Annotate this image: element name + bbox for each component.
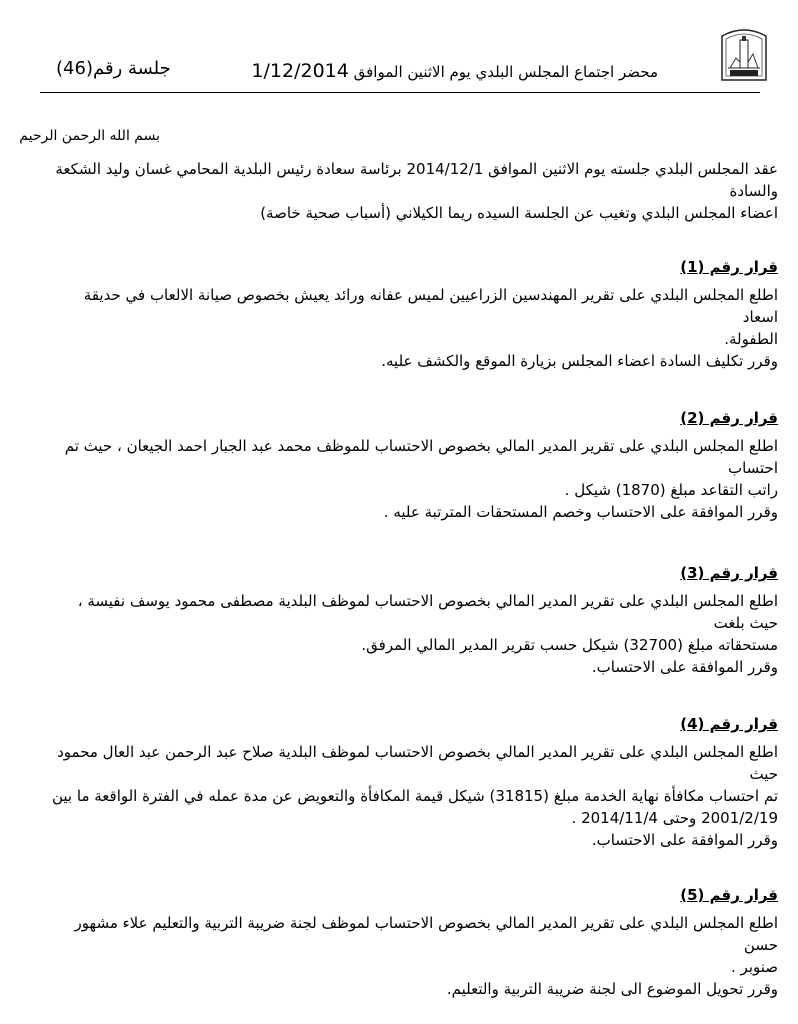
decision-line: مستحقاته مبلغ (32700) شيكل حسب تقرير المدير المالي المرفق.: [361, 636, 778, 654]
decision-line: راتب التقاعد مبلغ (1870) شيكل .: [564, 481, 778, 499]
decision-3: [50, 562, 778, 678]
page-header: [40, 22, 760, 93]
decision-line: اطلع المجلس البلدي على تقرير المدير المالي بخصوص الاحتساب لموظف البلدية مصطفى محمود يوسف نفيسة ، حيث بلغت: [77, 592, 778, 632]
decision-line: تم احتساب مكافأة نهاية الخدمة مبلغ (31815) شيكل قيمة المكافأة والتعويض عن مدة عمله في الفترة الواقعة ما بين: [51, 787, 778, 805]
decision-line: وقرر الموافقة على الاحتساب.: [591, 658, 778, 676]
decision-title: قرار رقم (1): [680, 258, 778, 276]
municipality-seal-icon: [718, 22, 770, 84]
meeting-date: 1/12/2014: [251, 60, 349, 82]
intro-line: اعضاء المجلس البلدي وتغيب عن الجلسة السيده ريما الكيلاني (أسباب صحية خاصة): [260, 204, 778, 222]
decision-line: اطلع المجلس البلدي على تقرير المهندسين الزراعيين لميس عفانه ورائد يعيش بخصوص صيانة الالعاب في حديقة اسعاد: [83, 286, 778, 326]
decision-line: وقرر تحويل الموضوع الى لجنة ضريبة التربية والتعليم.: [446, 980, 778, 998]
decision-2: [50, 407, 778, 523]
decision-4: [50, 713, 778, 851]
decision-line: اطلع المجلس البلدي على تقرير المدير المالي بخصوص الاحتساب للموظف محمد عبد الجبار احمد الجيعان ، حيث تم احتساب: [64, 437, 778, 477]
header-title: محضر اجتماع المجلس البلدي يوم الاثنين الموافق: [353, 63, 658, 81]
decision-title: قرار رقم (5): [680, 886, 778, 904]
decision-title: قرار رقم (4): [680, 715, 778, 733]
decision-line: اطلع المجلس البلدي على تقرير المدير المالي بخصوص الاحتساب لموظف البلدية صلاح عبد الرحمن عبد العال محمود حيث: [57, 743, 778, 783]
header-title-line: [251, 60, 658, 82]
intro-line: عقد المجلس البلدي جلسته يوم الاثنين الموافق 2014/12/1 برئاسة سعادة رئيس البلدية المحامي غسان وليد الشكعة والسادة: [55, 160, 778, 200]
decision-title: قرار رقم (3): [680, 564, 778, 582]
basmala: بسم الله الرحمن الرحيم: [19, 128, 160, 144]
decision-line: الطفولة.: [724, 330, 778, 348]
decision-line: صنوبر .: [731, 958, 778, 976]
decision-line: وقرر الموافقة على الاحتساب وخصم المستحقات المترتبة عليه .: [383, 503, 778, 521]
decision-line: 2001/2/19 وحتى 2014/11/4 .: [571, 809, 778, 827]
municipality-logo: [718, 22, 770, 84]
decision-5: [50, 884, 778, 1000]
decision-1: [50, 256, 778, 372]
session-number: جلسة رقم(46): [56, 58, 171, 79]
decision-line: وقرر تكليف السادة اعضاء المجلس بزيارة الموقع والكشف عليه.: [381, 352, 778, 370]
decision-line: اطلع المجلس البلدي على تقرير المدير المالي بخصوص الاحتساب لموظف لجنة ضريبة التربية والتعليم علاء مشهور حسن: [74, 914, 778, 954]
decision-line: وقرر الموافقة على الاحتساب.: [591, 831, 778, 849]
intro-paragraph: [30, 158, 778, 224]
decision-title: قرار رقم (2): [680, 409, 778, 427]
